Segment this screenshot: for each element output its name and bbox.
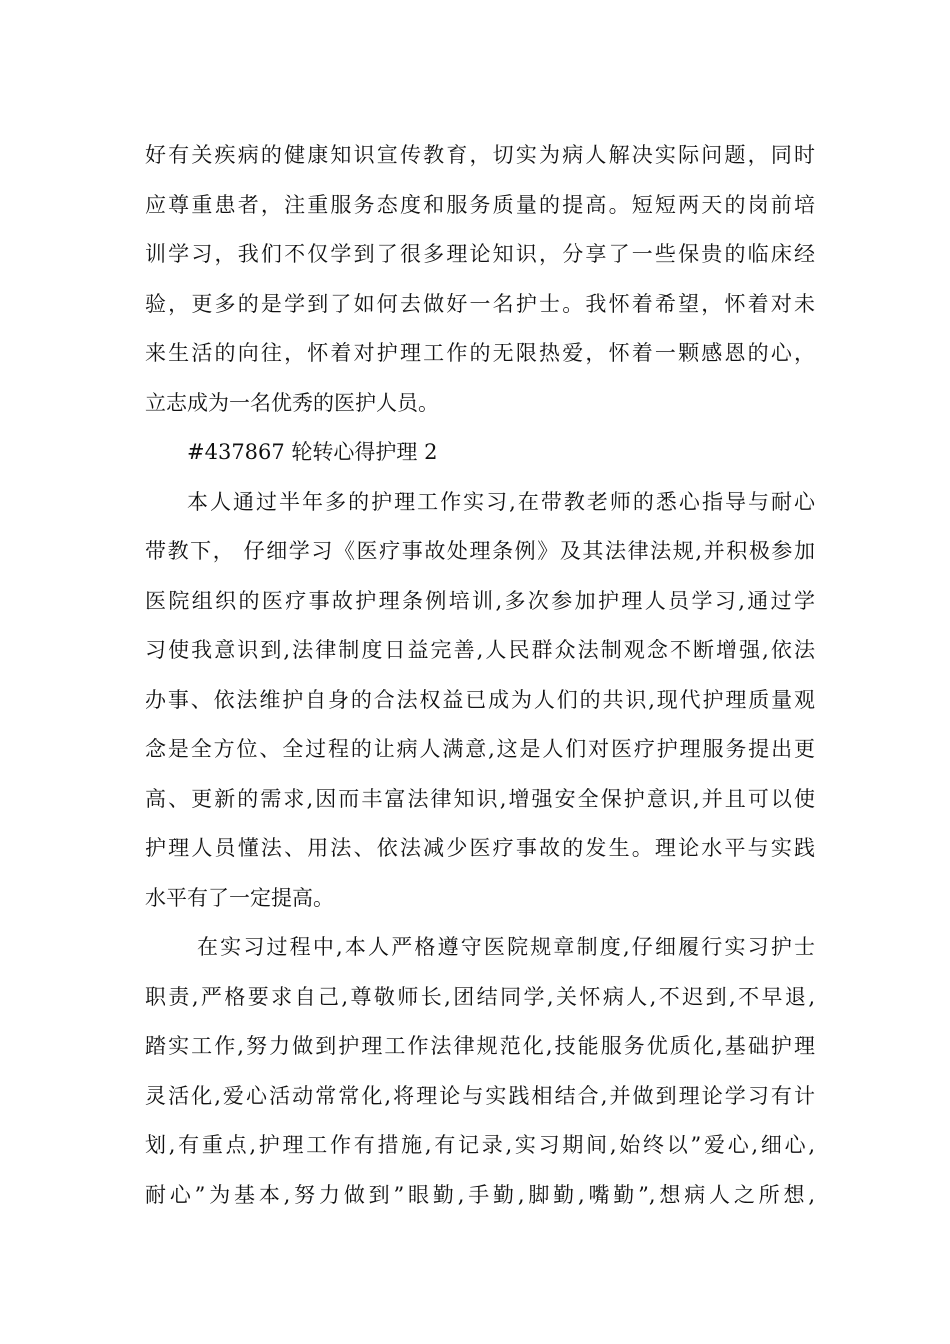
text-line: 耐心”为基本,努力做到”眼勤,手勤,脚勤,嘴勤”,想病人之所想, bbox=[145, 1182, 815, 1207]
section-heading: #437867 轮转心得护理 2 bbox=[187, 440, 438, 464]
text-line: 职责,严格要求自己,尊敬师长,团结同学,关怀病人,不迟到,不早退, bbox=[145, 984, 815, 1009]
text-line: 来生活的向往，怀着对护理工作的无限热爱，怀着一颗感恩的心， bbox=[145, 341, 815, 365]
text-line: 医院组织的医疗事故护理条例培训,多次参加护理人员学习,通过学 bbox=[145, 588, 815, 613]
text-line: 好有关疾病的健康知识宣传教育，切实为病人解决实际问题，同时 bbox=[145, 143, 815, 167]
document-body bbox=[145, 131, 815, 1220]
paragraph-3 bbox=[145, 923, 815, 1220]
text-line: 带教下， 仔细学习《医疗事故处理条例》及其法律法规,并积极参加 bbox=[145, 539, 815, 563]
text-line: 踏实工作,努力做到护理工作法律规范化,技能服务优质化,基础护理 bbox=[145, 1034, 815, 1058]
text-line: 本人通过半年多的护理工作实习,在带教老师的悉心指导与耐心 bbox=[187, 489, 815, 514]
text-line: 划,有重点,护理工作有措施,有记录,实习期间,始终以”爱心,细心, bbox=[145, 1133, 815, 1157]
text-line: 办事、依法维护自身的合法权益已成为人们的共识,现代护理质量观 bbox=[145, 687, 815, 712]
text-line: 灵活化,爱心活动常常化,将理论与实践相结合,并做到理论学习有计 bbox=[145, 1083, 815, 1108]
text-line: 习使我意识到,法律制度日益完善,人民群众法制观念不断增强,依法 bbox=[145, 638, 815, 662]
text-line: 在实习过程中,本人严格遵守医院规章制度,仔细履行实习护士 bbox=[197, 935, 815, 959]
text-line: 念是全方位、全过程的让病人满意,这是人们对医疗护理服务提出更 bbox=[145, 737, 815, 761]
text-line: 验，更多的是学到了如何去做好一名护士。我怀着希望，怀着对未 bbox=[145, 291, 815, 316]
paragraph-2 bbox=[145, 478, 815, 924]
text-line: 水平有了一定提高。 bbox=[145, 885, 334, 910]
text-line: 高、更新的需求,因而丰富法律知识,增强安全保护意识,并且可以使 bbox=[145, 786, 815, 811]
text-line: 应尊重患者，注重服务态度和服务质量的提高。短短两天的岗前培 bbox=[145, 192, 815, 217]
paragraph-1 bbox=[145, 131, 815, 428]
text-line: 立志成为一名优秀的医护人员。 bbox=[145, 390, 439, 415]
text-line: 训学习，我们不仅学到了很多理论知识，分享了一些保贵的临床经 bbox=[145, 242, 815, 266]
text-line: 护理人员懂法、用法、依法减少医疗事故的发生。理论水平与实践 bbox=[145, 836, 815, 860]
